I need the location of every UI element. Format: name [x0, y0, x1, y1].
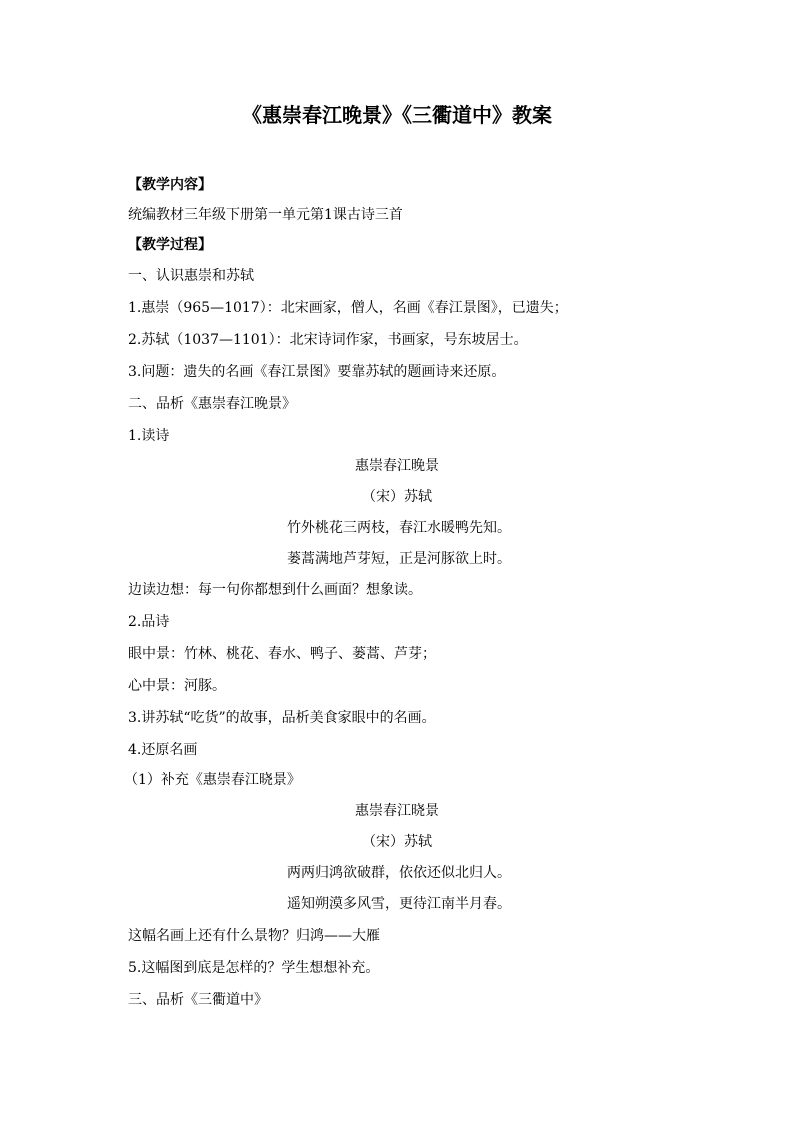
body-text-line: 2.苏轼（1037—1101）：北宋诗词作家，书画家，号东坡居士。	[128, 332, 528, 348]
body-text-line: 统编教材三年级下册第一单元第1课古诗三首	[128, 207, 403, 223]
body-text-line: 一、认识惠崇和苏轼	[128, 268, 254, 284]
body-text-line: 1.读诗	[128, 428, 170, 444]
poem-author: （宋）苏轼	[362, 489, 432, 505]
body-text-line: 3.问题：遗失的名画《春江景图》要靠苏轼的题画诗来还原。	[128, 364, 506, 380]
poem-line: 两两归鸿欲破群，依依还似北归人。	[287, 865, 511, 881]
body-text-line: 2.品诗	[128, 614, 170, 630]
body-text-line: 心中景：河豚。	[128, 678, 226, 694]
document-title: 《惠崇春江晚景》《三衢道中》教案	[242, 103, 552, 127]
body-text-line: 5.这幅图到底是怎样的？学生想想补充。	[128, 960, 380, 976]
body-text-line: 三、品析《三衢道中》	[128, 992, 268, 1008]
poem-line: 竹外桃花三两枝，春江水暖鸭先知。	[287, 520, 511, 536]
body-text-line: 这幅名画上还有什么景物？归鸿——大雁	[128, 928, 380, 944]
poem-line: 蒌蒿满地芦芽短，正是河豚欲上时。	[287, 551, 511, 567]
body-text-line: （1）补充《惠崇春江晓景》	[124, 772, 301, 788]
poem-line: 遥知朔漠多风雪，更待江南半月春。	[287, 896, 511, 912]
poem-author: （宋）苏轼	[362, 834, 432, 850]
section-heading-teaching-content: 【教学内容】	[128, 177, 212, 193]
body-text-line: 边读边想：每一句你都想到什么画面？想象读。	[128, 582, 422, 598]
body-text-line: 3.讲苏轼“吃货”的故事，品析美食家眼中的名画。	[128, 710, 436, 726]
body-text-line: 1.惠崇（965—1017）：北宋画家，僧人，名画《春江景图》，已遗失；	[128, 300, 568, 316]
poem-title: 惠崇春江晓景	[355, 803, 439, 819]
body-text-line: 4.还原名画	[128, 742, 198, 758]
body-text-line: 二、品析《惠崇春江晚景》	[128, 396, 296, 412]
body-text-line: 眼中景：竹林、桃花、春水、鸭子、蒌蒿、芦芽；	[128, 646, 436, 662]
poem-title: 惠崇春江晚景	[355, 458, 439, 474]
section-heading-teaching-process: 【教学过程】	[128, 237, 212, 253]
